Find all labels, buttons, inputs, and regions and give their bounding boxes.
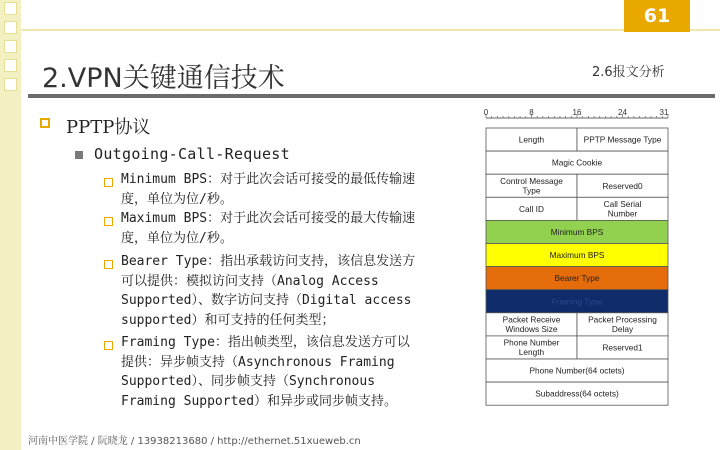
list-item-line: Framing Supported）和异步或同步帧支持。 <box>121 393 398 409</box>
list-item-line: Supported）、数字访问支持（Digital access <box>121 293 412 308</box>
field-label: Framing Type <box>551 296 603 307</box>
decor-square <box>4 78 17 91</box>
bit-label: 0 <box>483 108 489 117</box>
footer-text: 河南中医学院 / 阮晓龙 / 13938213680 / http://ethernet.51xueweb.cn <box>28 436 361 447</box>
field-label: PPTP Message Type <box>583 134 662 145</box>
decor-square <box>4 2 17 15</box>
list-item-line: Supported）、同步帧支持（Synchronous <box>121 374 376 389</box>
field-label: Phone Number Length <box>503 337 560 357</box>
field-label: Phone Number(64 octets) <box>529 365 625 376</box>
decor-square <box>4 59 17 72</box>
bullet-filled-square-icon <box>75 151 83 159</box>
field-label: Control Message Type <box>500 175 563 196</box>
field-label: Subaddress(64 octets) <box>535 388 619 399</box>
page-number: 61 <box>624 0 690 32</box>
field-label: Call Serial Number <box>603 198 642 219</box>
bullet-square-icon <box>40 118 50 128</box>
level2-text: Outgoing-Call-Request <box>94 145 290 163</box>
packet-format-diagram <box>476 104 676 406</box>
bullet-square-icon <box>104 178 113 187</box>
list-item-line: 度，单位为位/秒。 <box>121 191 233 207</box>
field-label: Call ID <box>519 203 544 214</box>
field-label: Reserved0 <box>602 180 643 191</box>
level1-text: PPTP协议 <box>66 117 151 138</box>
bit-label: 24 <box>618 108 627 117</box>
list-item-line: Bearer Type：指出承载访问支持，该信息发送方 <box>121 254 416 269</box>
left-decor-bar <box>0 0 21 450</box>
list-item-line: supported）和可支持的任何类型； <box>121 312 335 328</box>
bullet-square-icon <box>104 341 113 350</box>
list-item-line: Maximum BPS：对于此次会话可接受的最大传输速 <box>121 211 416 226</box>
bit-ruler <box>484 108 669 118</box>
list-item-line: Framing Type：指出帧类型，该信息发送方可以 <box>121 335 410 350</box>
list-item-maximum-bps <box>121 209 475 248</box>
bullet-square-icon <box>104 217 113 226</box>
list-item-bearer-type <box>121 252 475 330</box>
list-item-line: Minimum BPS：对于此次会话可接受的最低传输速 <box>121 172 416 187</box>
list-item-framing-type <box>121 333 475 411</box>
list-item-minimum-bps <box>121 170 475 209</box>
list-item-line: 度，单位为位/秒。 <box>121 230 233 246</box>
list-item-line: 可以提供：模拟访问支持（Analog Access <box>121 273 379 289</box>
bit-label: 8 <box>529 108 534 117</box>
page-title: 2.VPN关键通信技术 <box>42 63 285 94</box>
field-label: Maximum BPS <box>549 250 605 261</box>
field-label: Packet Receive Windows Size <box>502 314 561 334</box>
decor-square <box>4 40 17 53</box>
bit-label: 16 <box>572 108 582 117</box>
decor-square <box>4 21 17 34</box>
field-label: Minimum BPS <box>550 226 604 237</box>
section-subtitle: 2.6报文分析 <box>592 65 665 80</box>
bullet-square-icon <box>104 260 113 269</box>
field-label: Magic Cookie <box>551 157 603 168</box>
list-item-line: 提供：异步帧支持（Asynchronous Framing <box>121 354 395 370</box>
field-label: Bearer Type <box>554 273 600 284</box>
packet-fields <box>486 128 668 405</box>
field-label: Reserved1 <box>602 342 643 353</box>
title-rule <box>28 94 715 98</box>
top-decor-line <box>21 29 720 31</box>
field-label: Length <box>518 134 545 145</box>
bit-label: 31 <box>659 108 669 117</box>
field-label: Packet Processing Delay <box>588 314 657 334</box>
